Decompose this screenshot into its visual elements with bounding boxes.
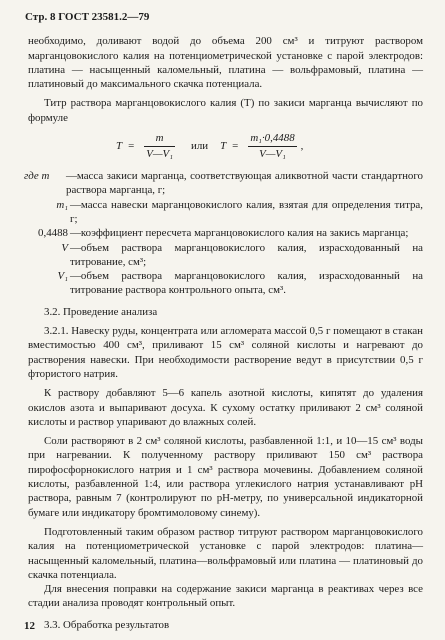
section-heading-3-2: 3.2. Проведение анализа — [44, 305, 158, 318]
definition-text: —коэффициент пересчета марганцовокислого калия на закись марганца; — [70, 227, 409, 240]
page-folio-number: 12 — [24, 620, 35, 632]
definition-text: —масса закиси марганца, соответствующая аликвотной части стандартного раствора марганца, г; — [66, 170, 423, 197]
definition-symbol: m₁ — [56, 198, 68, 211]
definition-item — [28, 269, 423, 298]
formula-equals-2: = — [232, 139, 239, 152]
formula-equals: = — [128, 139, 135, 152]
definition-symbol: V — [61, 241, 68, 254]
definition-list — [24, 169, 423, 298]
formula-denominator-2: V—V₁ — [259, 147, 286, 160]
paragraph-correction: Для внесения поправки на содержание закиси марганца в реактивах через все стадии анализа проводят контрольный опыт. — [28, 583, 423, 610]
formula-lhs-2: T — [220, 139, 227, 152]
definition-symbol: V₁ — [57, 270, 68, 283]
formula-lhs: T — [116, 139, 123, 152]
paragraph-titr: Титр раствора марганцовокислого калия (T) по закиси марганца вычисляют по формуле — [28, 97, 423, 124]
definition-symbol: 0,4488 — [38, 227, 68, 240]
formula-fraction-2 — [248, 131, 296, 161]
definition-item — [28, 198, 423, 227]
paragraph-continued: необходимо, доливают водой до объема 200 см³ и титруют раствором марганцовокислого калия на потенциометрической установке с парой электродов: платина — насыщенный каломельный, платина — вольфрамовый, платина — платиновый до максимального скачка потенциала. — [28, 35, 423, 91]
definition-text: —масса навески марганцовокислого калия, взятая для определения титра, г; — [70, 198, 423, 225]
definition-text: —объем раствора марганцовокислого калия, израсходованный на титрование, см³; — [70, 241, 423, 268]
definition-item — [28, 241, 423, 270]
definition-symbol: где m — [24, 170, 50, 183]
formula-denominator-1: V—V₁ — [146, 147, 173, 160]
formula-comma: , — [300, 139, 304, 152]
formula-numerator-2: m₁·0,4488 — [248, 131, 296, 146]
paragraph-nitric-acid: К раствору добавляют 5—6 капель азотной кислоты, кипятят до удаления окислов азота и выпаривают досуха. К сухому остатку приливают 2 см³ соляной кислоты и раствор упаривают до влажных солей. — [28, 387, 423, 428]
formula-or: или — [191, 139, 209, 152]
definition-item — [28, 226, 423, 240]
paragraph-salts: Соли растворяют в 2 см³ соляной кислоты, разбавленной 1:1, и 10—15 см³ воды при нагревании. К полученному раствору приливают 150 см³ раствора пирофосфорнокислого натрия и 1 см³ раствора мочевины. Добавлением соляной кислоты, разбавленной 1:4, или раствора углекислого натрия устанавливают pH раствора, равным 7 (контролируют по pH-метру, по универсальной индикаторной бумаге или индикатору бромтимоловому синему). — [28, 435, 423, 519]
paragraph-3-2-1: 3.2.1. Навеску руды, концентрата или агломерата массой 0,5 г помещают в стакан вместимостью 400 см³, приливают 15 см³ соляной кислоты и нагревают до растворения навески. При необходимости растворение ведут в присутствии 0,5 г фтористого натрия. — [28, 325, 423, 380]
page-header: Стр. 8 ГОСТ 23581.2—79 — [25, 11, 150, 23]
titr-formula — [116, 129, 423, 163]
formula-fraction-1 — [144, 131, 175, 161]
formula-numerator-1: m — [144, 131, 175, 146]
paragraph-titration: Подготовленный таким образом раствор титруют раствором марганцовокислого калия на потенциометрической установке с парой электродов: платина—насыщенный каломельный, платина—вольфрамовый или платина — платиновый до скачка потенциала. — [28, 525, 423, 581]
section-heading-3-3: 3.3. Обработка результатов — [44, 618, 170, 631]
definition-item — [24, 169, 423, 198]
definition-text: —объем раствора марганцовокислого калия, израсходованный на титрование раствора контрольного опыта, см³. — [70, 270, 423, 297]
document-page — [24, 10, 423, 632]
